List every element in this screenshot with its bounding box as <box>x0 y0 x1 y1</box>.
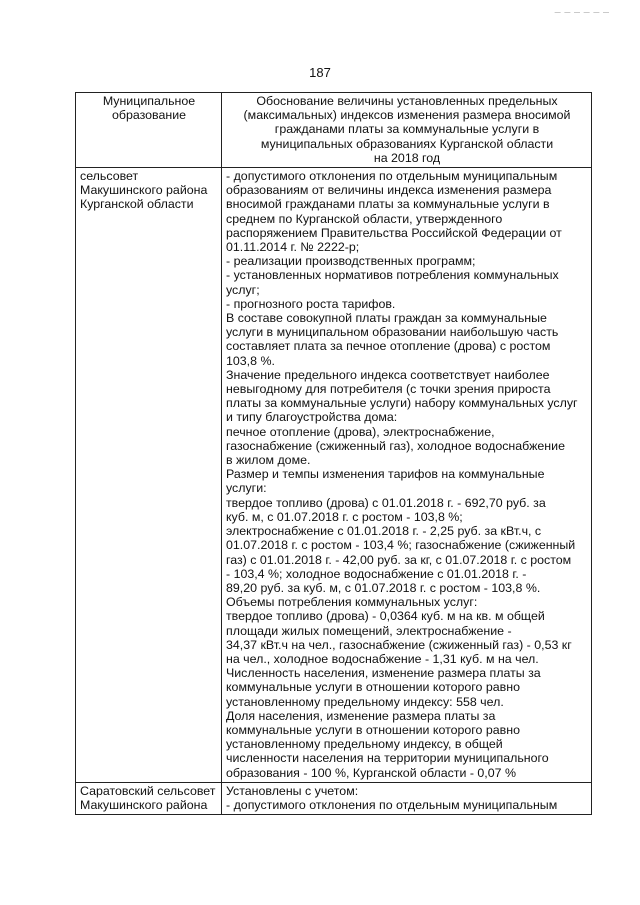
tariff-table <box>75 92 592 815</box>
table-row <box>76 168 592 783</box>
justification-line: в жилом доме. <box>226 453 311 468</box>
justification-line: образования - 100 %, Курганской области - 0,07 % <box>226 765 516 780</box>
corner-marks: — — — — — — <box>554 10 610 16</box>
justification-line: куб. м, с 01.07.2018 г. с ростом - 103,8 %; <box>226 509 463 524</box>
header-line: муниципальных образованиях Курганской области <box>260 136 554 151</box>
justification-line: и типу благоустройства дома: <box>226 410 398 425</box>
justification-line: Установлены с учетом: <box>226 783 359 798</box>
header-justification <box>222 93 592 168</box>
justification-line: - прогнозного роста тарифов. <box>226 296 396 311</box>
justification-line: Численность населения, изменение размера платы за <box>226 666 541 681</box>
justification-line: численности населения на территории муниципального <box>226 751 549 766</box>
justification-line: 34,37 кВт.ч на чел., газоснабжение (сжиженный газ) - 0,53 кг <box>226 637 572 652</box>
justification-line: составляет плата за печное отопление (дрова) с ростом <box>226 339 551 354</box>
justification-cell <box>222 168 592 783</box>
justification-line: установленному предельному индексу: 558 чел. <box>226 694 504 709</box>
municipality-line: Курганской области <box>80 197 194 212</box>
justification-line: услуги в муниципальном образовании наибольшую часть <box>226 325 559 340</box>
justification-line: платы за коммунальные услуги) набору коммунальных услуг <box>226 396 578 411</box>
justification-line: 89,20 руб. за куб. м, с 01.07.2018 г. с ростом - 103,8 %. <box>226 580 541 595</box>
justification-line: коммунальные услуги в отношении которого равно <box>226 680 520 695</box>
justification-line: 103,8 %. <box>226 353 275 368</box>
justification-line: вносимой гражданами платы за коммунальные услуги в <box>226 197 550 212</box>
justification-line: среднем по Курганской области, утвержденного <box>226 211 503 226</box>
justification-line: - допустимого отклонения по отдельным муниципальным <box>226 797 558 812</box>
municipality-line: Саратовский сельсовет <box>80 783 216 798</box>
justification-line: услуги: <box>226 481 267 496</box>
header-line: гражданами платы за коммунальные услуги в <box>274 122 540 137</box>
justification-line: невыгодному для потребителя (с точки зрения прироста <box>226 382 551 397</box>
justification-line: - установленных нормативов потребления коммунальных <box>226 268 559 283</box>
justification-line: газоснабжение (сжиженный газ), холодное водоснабжение <box>226 438 565 453</box>
justification-cell <box>222 782 592 814</box>
justification-line: Объемы потребления коммунальных услуг: <box>226 595 478 610</box>
header-line: (максимальных) индексов изменения размера вносимой <box>243 108 571 123</box>
justification-line: - допустимого отклонения по отдельным муниципальным <box>226 169 558 184</box>
justification-line: - реализации производственных программ; <box>226 254 476 269</box>
justification-line: образованиям от величины индекса изменения размера <box>226 183 552 198</box>
header-line: на 2018 год <box>373 150 441 165</box>
justification-line: печное отопление (дрова), электроснабжение, <box>226 424 495 439</box>
justification-line: Значение предельного индекса соответствует наиболее <box>226 367 550 382</box>
justification-line: - 103,4 %; холодное водоснабжение с 01.01.2018 г. - <box>226 566 527 581</box>
header-line: образование <box>111 108 187 123</box>
header-line: Муниципальное <box>102 94 196 108</box>
justification-line: установленному предельному индексу, в общей <box>226 737 503 752</box>
justification-line: газ) с 01.01.2018 г. - 42,00 руб. за кг, с 01.07.2018 г. с ростом <box>226 552 572 567</box>
municipality-line: Макушинского района <box>80 183 208 198</box>
justification-line: В составе совокупной платы граждан за коммунальные <box>226 311 547 326</box>
municipality-line: Макушинского района <box>80 797 208 812</box>
justification-line: 01.07.2018 г. с ростом - 103,4 %; газоснабжение (сжиженный <box>226 538 576 553</box>
table-row <box>76 782 592 814</box>
justification-line: площади жилых помещений, электроснабжение - <box>226 623 512 638</box>
justification-line: услуг; <box>226 282 260 297</box>
justification-line: на чел., холодное водоснабжение - 1,31 куб. м на чел. <box>226 651 539 666</box>
municipality-line: сельсовет <box>80 169 139 184</box>
justification-line: Размер и темпы изменения тарифов на коммунальные <box>226 467 545 482</box>
justification-line: Доля населения, изменение размера платы за <box>226 708 496 723</box>
justification-line: 01.11.2014 г. № 2222-р; <box>226 240 360 255</box>
justification-line: электроснабжение с 01.01.2018 г. - 2,25 руб. за кВт.ч, с <box>226 524 542 539</box>
justification-line: твердое топливо (дрова) с 01.01.2018 г. - 692,70 руб. за <box>226 495 546 510</box>
header-line: Обоснование величины установленных предельных <box>256 94 558 108</box>
municipality-cell <box>76 168 222 783</box>
page-number: 187 <box>309 65 331 80</box>
justification-line: твердое топливо (дрова) - 0,0364 куб. м на кв. м общей <box>226 609 545 624</box>
justification-line: коммунальные услуги в отношении которого равно <box>226 722 520 737</box>
justification-line: распоряжением Правительства Российской Федерации от <box>226 225 562 240</box>
table-header-row <box>76 93 592 168</box>
header-municipality <box>76 93 222 168</box>
municipality-cell <box>76 782 222 814</box>
